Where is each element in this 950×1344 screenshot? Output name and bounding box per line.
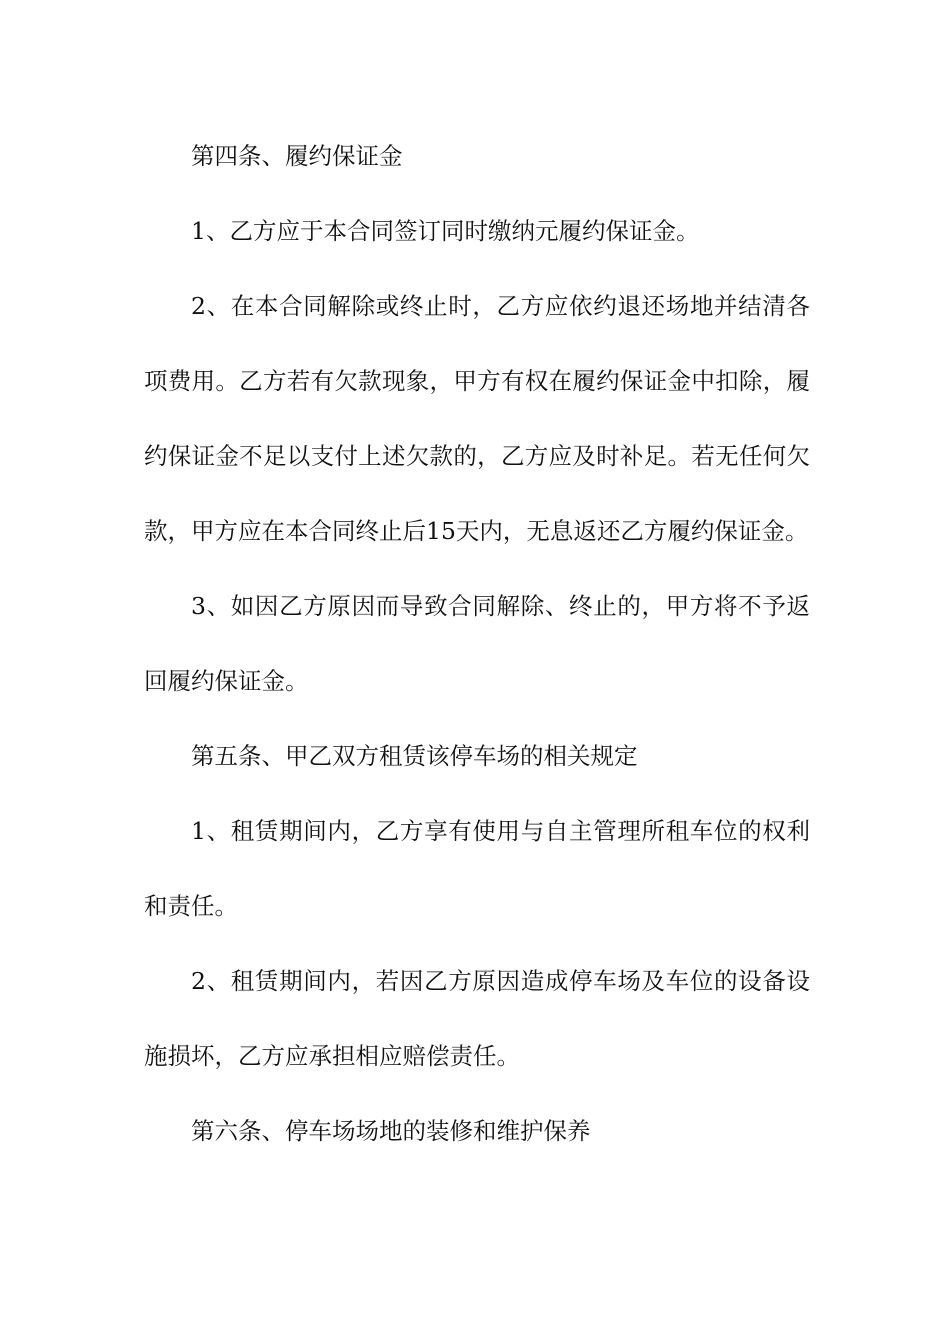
section-heading-6: 第六条、停车场场地的装修和维护保养 bbox=[191, 1117, 591, 1145]
document-body bbox=[144, 119, 810, 1169]
section-heading-4: 第四条、履约保证金 bbox=[191, 142, 403, 170]
clause-5-2: 2、租赁期间内，若因乙方原因造成停车场及车位的设备设施损坏，乙方应承担相应赔偿责任。 bbox=[144, 967, 810, 1070]
clause-4-1: 1、乙方应于本合同签订同时缴纳元履约保证金。 bbox=[191, 217, 700, 245]
clause-4-2: 2、在本合同解除或终止时，乙方应依约退还场地并结清各项费用。乙方若有欠款现象，甲方有权在履约保证金中扣除，履约保证金不足以支付上述欠款的，乙方应及时补足。若无任何欠款，甲方应在本合同终止后15天内，无息返还乙方履约保证金。 bbox=[144, 292, 810, 545]
section-heading-5: 第五条、甲乙双方租赁该停车场的相关规定 bbox=[191, 742, 638, 770]
clause-4-3: 3、如因乙方原因而导致合同解除、终止的，甲方将不予返回履约保证金。 bbox=[144, 592, 810, 695]
clause-5-1: 1、租赁期间内，乙方享有使用与自主管理所租车位的权利和责任。 bbox=[144, 817, 810, 920]
